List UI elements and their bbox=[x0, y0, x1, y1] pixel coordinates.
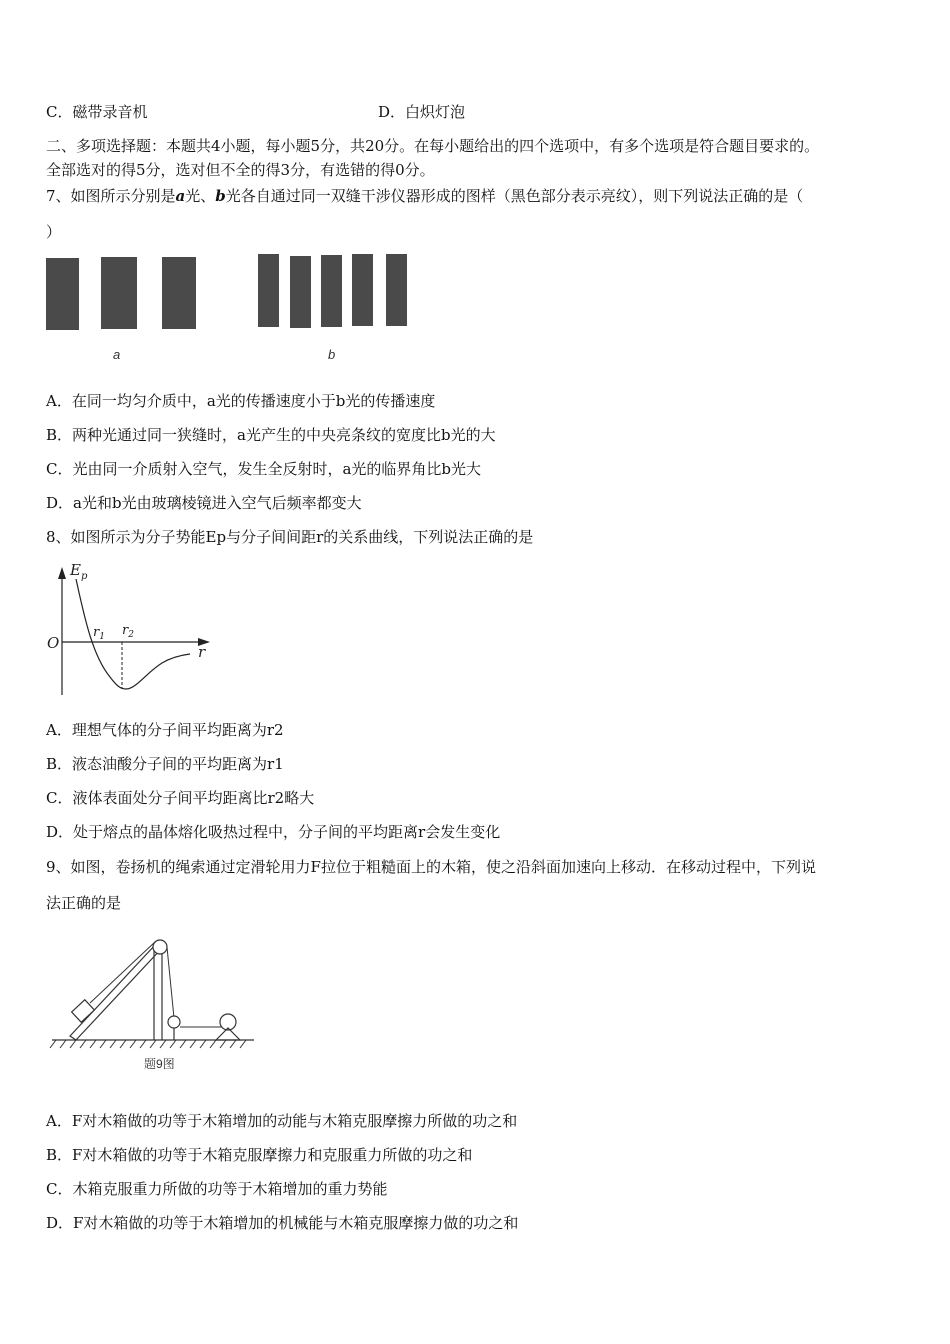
q7-option-d: D．a光和b光由玻璃棱镜进入空气后频率都变大 bbox=[46, 494, 362, 512]
fringe-b-2 bbox=[290, 256, 311, 328]
fig-label-b: b bbox=[328, 347, 336, 362]
option-d-prev: D．白炽灯泡 bbox=[378, 103, 466, 121]
fringe-a-2 bbox=[101, 257, 137, 329]
q7-option-c: C．光由同一介质射入空气，发生全反射时，a光的临界角比b光大 bbox=[46, 460, 482, 478]
option-c-prev: C．磁带录音机 bbox=[46, 103, 148, 121]
interference-pattern-figure bbox=[40, 248, 420, 368]
svg-text:r1: $r_1$ bbox=[93, 625, 105, 642]
q9-option-d: D．F对木箱做的功等于木箱增加的机械能与木箱克服摩擦力做的功之和 bbox=[46, 1214, 519, 1232]
potential-energy-graph bbox=[40, 555, 220, 705]
q7-option-a: A．在同一均匀介质中，a光的传播速度小于b光的传播速度 bbox=[46, 392, 436, 410]
q8-option-a: A．理想气体的分子间平均距离为r2 bbox=[46, 721, 284, 739]
q7-stem: 7、如图所示分别是a光、b光各自通过同一双缝干涉仪器形成的图样（黑色部分表示亮纹），则下列说法正确的是（ bbox=[46, 187, 804, 205]
fringe-a-1 bbox=[46, 258, 79, 330]
q8-stem: 8、如图所示为分子势能Ep与分子间间距r的关系曲线，下列说法正确的是 bbox=[46, 528, 534, 546]
y-axis-arrow-icon bbox=[58, 567, 66, 579]
wooden-box bbox=[72, 1000, 95, 1023]
fringe-b-1 bbox=[258, 254, 279, 327]
q7-option-b: B．两种光通过同一狭缝时，a光产生的中央亮条纹的宽度比b光的大 bbox=[46, 426, 496, 444]
q8-option-c: C．液体表面处分子间平均距离比r2略大 bbox=[46, 789, 315, 807]
q8-option-b: B．液态油酸分子间的平均距离为r1 bbox=[46, 755, 284, 773]
fringe-b-4 bbox=[352, 254, 373, 326]
q9-option-c: C．木箱克服重力所做的功等于木箱增加的重力势能 bbox=[46, 1180, 388, 1198]
fig-label-a: a bbox=[113, 347, 121, 362]
winch-incline-figure bbox=[46, 930, 261, 1080]
svg-text:r: r bbox=[198, 643, 206, 661]
svg-text:O: O bbox=[47, 634, 60, 652]
fringe-b-3 bbox=[321, 255, 342, 327]
fringe-a-3 bbox=[162, 257, 196, 329]
figure-caption: 题9图 bbox=[144, 1057, 175, 1071]
fixed-pulley-icon bbox=[168, 1016, 180, 1028]
q7-stem-end: ） bbox=[46, 223, 62, 241]
svg-text:r2: $r_2$ bbox=[122, 623, 134, 640]
q8-option-d: D．处于熔点的晶体熔化吸热过程中，分子间的平均距离r会发生变化 bbox=[46, 823, 501, 841]
section-header-line1: 二、多项选择题：本题共4小题，每小题5分，共20分。在每小题给出的四个选项中，有多个选项是符合题目要求的。 bbox=[46, 137, 820, 155]
q9-stem-line1: 9、如图，卷扬机的绳索通过定滑轮用力F拉位于粗糙面上的木箱，使之沿斜面加速向上移动．在移动过程中，下列说 bbox=[46, 858, 816, 876]
svg-text:Ep: $E_p$ bbox=[70, 561, 88, 582]
q9-stem-line2: 法正确的是 bbox=[46, 894, 122, 912]
section-header-line2: 全部选对的得5分，选对但不全的得3分，有选错的得0分。 bbox=[46, 161, 435, 179]
q9-option-a: A．F对木箱做的功等于木箱增加的动能与木箱克服摩擦力所做的功之和 bbox=[46, 1112, 518, 1130]
q9-option-b: B．F对木箱做的功等于木箱克服摩擦力和克服重力所做的功之和 bbox=[46, 1146, 473, 1164]
fringe-b-5 bbox=[386, 254, 407, 326]
